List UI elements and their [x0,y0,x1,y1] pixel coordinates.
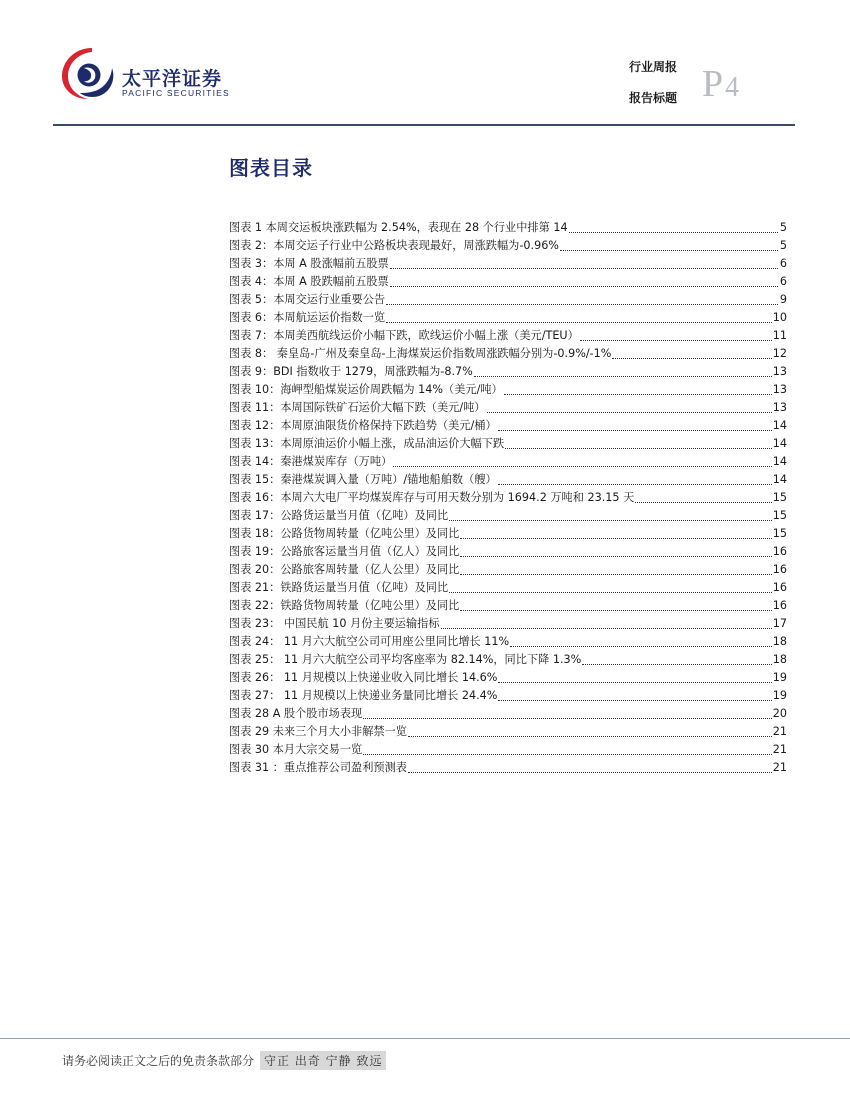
toc-entry-label: 图表 6：本周航运运价指数一览 [229,311,386,324]
toc-entry-label: 图表 19：公路旅客运量当月值（亿人）及同比 [229,545,460,558]
toc-entry[interactable] [229,291,787,309]
toc-entry-page: 6 [779,257,787,270]
toc-entry-label: 图表 16：本周六大电厂平均煤炭库存与可用天数分别为 1694.2 万吨和 23.15 天 [229,491,635,504]
toc-entry[interactable] [229,705,787,723]
toc-dot-leader [460,546,771,557]
toc-dot-leader [498,420,772,431]
toc-dot-leader [487,402,772,413]
toc-entry[interactable] [229,597,787,615]
toc-dot-leader [612,348,771,359]
report-title: 报告标题 [629,91,678,105]
toc-entry[interactable] [229,327,787,345]
toc-dot-leader [390,276,778,287]
toc-entry-page: 19 [772,671,787,684]
toc-entry-page: 14 [772,455,787,468]
toc-entry-page: 13 [772,401,787,414]
toc-entry-label: 图表 21：铁路货运量当月值（亿吨）及同比 [229,581,449,594]
toc-entry[interactable] [229,237,787,255]
toc-dot-leader [569,222,778,233]
toc-entry[interactable] [229,363,787,381]
toc-entry[interactable] [229,651,787,669]
toc-entry[interactable] [229,507,787,525]
toc-entry-label: 图表 23： 中国民航 10 月份主要运输指标 [229,617,440,630]
toc-entry[interactable] [229,687,787,705]
toc-entry[interactable] [229,489,787,507]
toc-dot-leader [408,762,772,773]
toc-entry-label: 图表 2：本周交运子行业中公路板块表现最好，周涨跌幅为-0.96% [229,239,559,252]
toc-dot-leader [363,744,772,755]
toc-dot-leader [363,708,772,719]
toc-entry[interactable] [229,561,787,579]
toc-entry-label: 图表 26： 11 月规模以上快递业收入同比增长 14.6% [229,671,498,684]
toc-dot-leader [560,240,778,251]
toc-entry-label: 图表 3：本周 A 股涨幅前五股票 [229,257,389,270]
toc-entry-page: 5 [779,221,787,234]
toc-entry-page: 16 [772,563,787,576]
toc-entry[interactable] [229,579,787,597]
toc-entry-label: 图表 27： 11 月规模以上快递业务量同比增长 24.4% [229,689,498,702]
toc-dot-leader [504,384,772,395]
toc-dot-leader [498,690,771,701]
toc-entry-page: 13 [772,383,787,396]
toc-entry-page: 12 [772,347,787,360]
toc-entry-label: 图表 12：本周原油限货价格保持下跌趋势（美元/桶） [229,419,497,432]
toc-entry-label: 图表 7：本周美西航线运价小幅下跌，欧线运价小幅上涨（美元/TEU） [229,329,579,342]
toc-entry-page: 20 [772,707,787,720]
toc-dot-leader [460,564,771,575]
toc-dot-leader [441,618,772,629]
toc-entry-label: 图表 28 A 股个股市场表现 [229,707,363,720]
toc-dot-leader [498,474,772,485]
toc-entry[interactable] [229,381,787,399]
toc-entry[interactable] [229,543,787,561]
page-prefix: P [702,63,724,105]
toc-entry[interactable] [229,615,787,633]
toc-entry-label: 图表 31 ：重点推荐公司盈利预测表 [229,761,407,774]
toc-entry-label: 图表 8： 秦皇岛-广州及秦皇岛-上海煤炭运价指数周涨跌幅分别为-0.9%/-1% [229,347,612,360]
toc-entry-label: 图表 5：本周交运行业重要公告 [229,293,386,306]
toc-entry-label: 图表 13：本周原油运价小幅上涨，成品油运价大幅下跌 [229,437,505,450]
toc-entry-label: 图表 9：BDI 指数收于 1279，周涨跌幅为-8.7% [229,365,473,378]
toc-entry[interactable] [229,525,787,543]
toc-entry-page: 14 [772,473,787,486]
toc-entry[interactable] [229,273,787,291]
toc-entry-label: 图表 22：铁路货物周转量（亿吨公里）及同比 [229,599,460,612]
toc-entry[interactable] [229,345,787,363]
toc-entry-page: 19 [772,689,787,702]
toc-dot-leader [474,366,772,377]
pacific-securities-logo-icon [58,44,118,102]
toc-entry[interactable] [229,219,787,237]
toc-entry-label: 图表 10：海岬型船煤炭运价周跌幅为 14%（美元/吨） [229,383,503,396]
toc-entry[interactable] [229,669,787,687]
toc-entry-label: 图表 24： 11 月六大航空公司可用座公里同比增长 11% [229,635,510,648]
brand-name-en: PACIFIC SECURITIES [122,88,230,98]
toc-entry-page: 5 [779,239,787,252]
toc-entry[interactable] [229,309,787,327]
toc-dot-leader [393,456,772,467]
toc-entry[interactable] [229,471,787,489]
page-header [0,0,850,130]
report-type: 行业周报 [629,60,678,74]
toc-entry-label: 图表 4：本周 A 股跌幅前五股票 [229,275,389,288]
toc-entry-page: 18 [772,653,787,666]
toc-entry-label: 图表 11：本周国际铁矿石运价大幅下跌（美元/吨） [229,401,486,414]
toc-entry[interactable] [229,255,787,273]
toc-entry-page: 16 [772,599,787,612]
toc-entry-page: 14 [772,419,787,432]
footer-divider [0,1038,850,1039]
toc-entry-page: 17 [772,617,787,630]
toc-entry-page: 18 [772,635,787,648]
brand-name-cn: 太平洋证券 [122,68,223,90]
toc-dot-leader [635,492,771,503]
toc-dot-leader [386,312,772,323]
toc-entry-label: 图表 20：公路旅客周转量（亿人公里）及同比 [229,563,460,576]
toc-entry-label: 图表 25： 11 月六大航空公司平均客座率为 82.14%，同比下降 1.3% [229,653,582,666]
page-footer [62,1051,386,1070]
toc-entry-page: 15 [772,491,787,504]
toc-entry[interactable] [229,435,787,453]
toc-dot-leader [390,258,778,269]
toc-entry-page: 10 [772,311,787,324]
toc-entry-page: 6 [779,275,787,288]
toc-entry[interactable] [229,759,787,777]
toc-dot-leader [386,294,778,305]
toc-entry-page: 15 [772,527,787,540]
footer-motto: 守正 出奇 宁静 致远 [260,1051,386,1070]
toc-dot-leader [580,330,772,341]
header-divider [53,124,795,126]
page-number [702,64,739,108]
toc-entry-page: 21 [772,761,787,774]
toc-entry-page: 16 [772,581,787,594]
toc-entry-page: 11 [772,329,787,342]
toc-entry[interactable] [229,633,787,651]
toc-entry-page: 14 [772,437,787,450]
toc-dot-leader [408,726,772,737]
table-of-figures [229,219,787,777]
toc-entry-label: 图表 18：公路货物周转量（亿吨公里）及同比 [229,527,460,540]
toc-dot-leader [449,582,772,593]
toc-entry-page: 15 [772,509,787,522]
toc-entry-label: 图表 15：秦港煤炭调入量（万吨）/锚地船舶数（艘） [229,473,497,486]
toc-entry-label: 图表 29 未来三个月大小非解禁一览 [229,725,407,738]
toc-entry-label: 图表 17：公路货运量当月值（亿吨）及同比 [229,509,449,522]
toc-dot-leader [460,528,771,539]
toc-entry-label: 图表 14：秦港煤炭库存（万吨） [229,455,393,468]
toc-entry-page: 13 [772,365,787,378]
toc-dot-leader [582,654,771,665]
toc-entry[interactable] [229,399,787,417]
toc-dot-leader [510,636,772,647]
toc-entry-page: 16 [772,545,787,558]
toc-entry-page: 9 [779,293,787,306]
toc-dot-leader [505,438,772,449]
toc-entry-label: 图表 1 本周交运板块涨跌幅为 2.54%，表现在 28 个行业中排第 14 [229,221,568,234]
toc-entry[interactable] [229,741,787,759]
toc-dot-leader [498,672,771,683]
page-number-value: 4 [725,72,740,103]
toc-entry[interactable] [229,453,787,471]
footer-disclaimer: 请务必阅读正文之后的免责条款部分 [62,1054,255,1068]
section-title: 图表目录 [229,156,313,180]
toc-entry-page: 21 [772,743,787,756]
toc-dot-leader [460,600,771,611]
toc-entry-label: 图表 30 本月大宗交易一览 [229,743,363,756]
toc-entry[interactable] [229,723,787,741]
toc-entry-page: 21 [772,725,787,738]
toc-entry[interactable] [229,417,787,435]
toc-dot-leader [449,510,772,521]
